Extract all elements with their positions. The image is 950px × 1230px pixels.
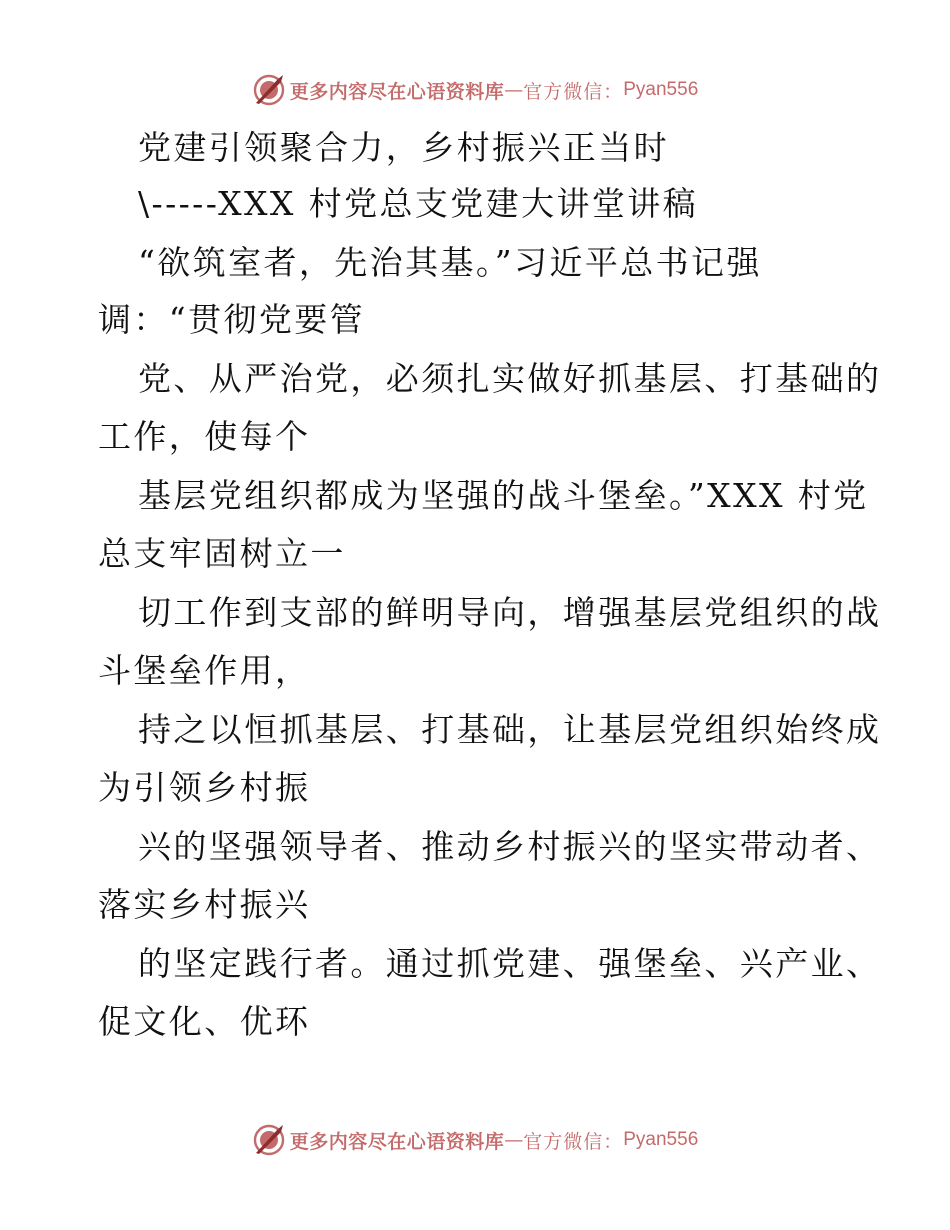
watermark-main-text: 更多内容尽在心语资料库 [289, 80, 505, 103]
watermark-wechat-id: Pyan556 [623, 79, 699, 100]
quill-badge-icon [252, 73, 286, 107]
watermark-wechat-label: 官方微信： [523, 80, 624, 103]
watermark-wechat-id: Pyan556 [623, 1129, 699, 1150]
document-subtitle: \-----XXX 村党总支党建大讲堂讲稿 [138, 184, 699, 223]
header-watermark [0, 70, 950, 110]
text-line: 切工作到支部的鲜明导向，增强基层党组织的战 [138, 593, 882, 632]
watermark-dash: — [504, 1129, 524, 1151]
text-line: 斗堡垒作用， [98, 651, 311, 690]
watermark-main-text: 更多内容尽在心语资料库 [289, 1130, 505, 1153]
footer-watermark [0, 1120, 950, 1160]
text-line: 总支牢固树立一 [98, 534, 346, 573]
watermark-wechat-label: 官方微信： [523, 1130, 624, 1153]
text-line: 持之以恒抓基层、打基础，让基层党组织始终成 [138, 710, 882, 749]
watermark-dash: — [504, 79, 524, 101]
text-line: 党、从严治党，必须扎实做好抓基层、打基础的 [138, 359, 882, 398]
quill-badge-icon [252, 1123, 286, 1157]
text-line: 基层党组织都成为坚强的战斗堡垒。”XXX 村党 [138, 476, 869, 515]
text-line: “欲筑室者，先治其基。”习近平总书记强 [138, 243, 762, 282]
text-line: 的坚定践行者。通过抓党建、强堡垒、兴产业、 [138, 944, 882, 983]
text-line: 促文化、优环 [98, 1002, 311, 1041]
document-title: 党建引领聚合力，乡村振兴正当时 [138, 128, 669, 167]
text-line: 落实乡村振兴 [98, 885, 311, 924]
text-line: 调：“贯彻党要管 [98, 300, 366, 339]
text-line: 兴的坚强领导者、推动乡村振兴的坚实带动者、 [138, 827, 882, 866]
text-line: 工作，使每个 [98, 417, 311, 456]
text-line: 为引领乡村振 [98, 768, 311, 807]
